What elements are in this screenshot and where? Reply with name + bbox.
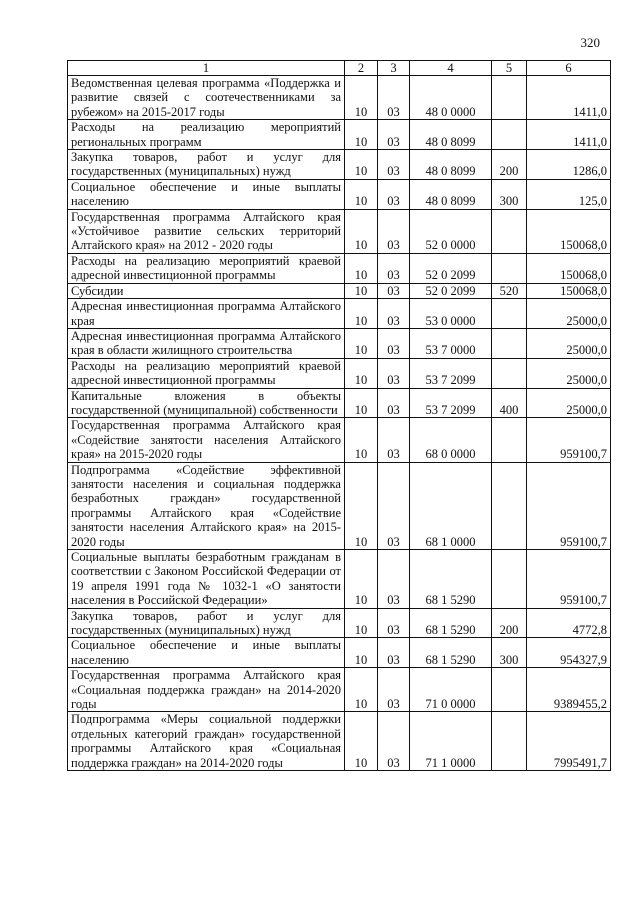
row-target-article-cell: 48 0 8099 <box>410 150 492 180</box>
row-amount-cell: 4772,8 <box>527 608 611 638</box>
row-subsection-cell: 03 <box>378 638 410 668</box>
row-expense-type-cell: 400 <box>492 388 527 418</box>
row-subsection-cell: 03 <box>378 299 410 329</box>
row-target-article-cell: 52 0 2099 <box>410 283 492 298</box>
table-row <box>68 462 611 549</box>
table-row <box>68 150 611 180</box>
row-name-cell: Расходы на реализацию мероприятий краевой адресной инвестиционной программы <box>68 358 345 388</box>
row-target-article-cell: 68 1 5290 <box>410 638 492 668</box>
row-section-cell: 10 <box>345 150 378 180</box>
row-expense-type-cell <box>492 418 527 462</box>
row-name-cell: Адресная инвестиционная программа Алтайского края в области жилищного строительства <box>68 328 345 358</box>
table-row <box>68 253 611 283</box>
row-subsection-cell: 03 <box>378 76 410 120</box>
row-name-cell: Закупка товаров, работ и услуг для государственных (муниципальных) нужд <box>68 608 345 638</box>
column-header: 5 <box>492 61 527 76</box>
row-amount-cell: 150068,0 <box>527 283 611 298</box>
table-row <box>68 283 611 298</box>
row-name-cell: Расходы на реализацию мероприятий краевой адресной инвестиционной программы <box>68 253 345 283</box>
row-target-article-cell: 68 1 5290 <box>410 608 492 638</box>
row-amount-cell: 959100,7 <box>527 462 611 549</box>
row-subsection-cell: 03 <box>378 462 410 549</box>
table-row <box>68 388 611 418</box>
row-subsection-cell: 03 <box>378 328 410 358</box>
row-section-cell: 10 <box>345 358 378 388</box>
row-subsection-cell: 03 <box>378 550 410 609</box>
row-section-cell: 10 <box>345 668 378 712</box>
row-subsection-cell: 03 <box>378 179 410 209</box>
row-expense-type-cell: 520 <box>492 283 527 298</box>
table-row <box>68 328 611 358</box>
row-expense-type-cell <box>492 253 527 283</box>
table-row <box>68 120 611 150</box>
row-name-cell: Государственная программа Алтайского края «Социальная поддержка граждан» на 2014-2020 годы <box>68 668 345 712</box>
row-subsection-cell: 03 <box>378 358 410 388</box>
row-section-cell: 10 <box>345 299 378 329</box>
row-target-article-cell: 52 0 2099 <box>410 253 492 283</box>
row-amount-cell: 954327,9 <box>527 638 611 668</box>
row-subsection-cell: 03 <box>378 150 410 180</box>
row-target-article-cell: 48 0 0000 <box>410 76 492 120</box>
row-expense-type-cell: 200 <box>492 150 527 180</box>
page-number: 320 <box>580 35 600 50</box>
row-expense-type-cell: 200 <box>492 608 527 638</box>
table-row <box>68 550 611 609</box>
row-subsection-cell: 03 <box>378 253 410 283</box>
row-subsection-cell: 03 <box>378 418 410 462</box>
row-amount-cell: 150068,0 <box>527 209 611 253</box>
row-name-cell: Ведомственная целевая программа «Поддержка и развитие связей с соотечественниками за рубежом» на 2015-2017 годы <box>68 76 345 120</box>
table-row <box>68 299 611 329</box>
row-target-article-cell: 71 0 0000 <box>410 668 492 712</box>
row-section-cell: 10 <box>345 418 378 462</box>
column-header: 4 <box>410 61 492 76</box>
row-target-article-cell: 48 0 8099 <box>410 120 492 150</box>
column-header: 1 <box>68 61 345 76</box>
row-section-cell: 10 <box>345 328 378 358</box>
row-subsection-cell: 03 <box>378 120 410 150</box>
row-amount-cell: 1411,0 <box>527 76 611 120</box>
row-section-cell: 10 <box>345 550 378 609</box>
row-expense-type-cell: 300 <box>492 638 527 668</box>
row-section-cell: 10 <box>345 120 378 150</box>
row-name-cell: Социальные выплаты безработным гражданам в соответствии с Законом Российской Федерации от 19 апреля 1991 года № 1032-1 «О занятости населения в Российской Федерации» <box>68 550 345 609</box>
row-name-cell: Подпрограмма «Меры социальной поддержки отдельных категорий граждан» государственной программы Алтайского края «Социальная поддержка граждан» на 2014-2020 годы <box>68 712 345 771</box>
row-amount-cell: 9389455,2 <box>527 668 611 712</box>
row-expense-type-cell <box>492 328 527 358</box>
row-name-cell: Закупка товаров, работ и услуг для государственных (муниципальных) нужд <box>68 150 345 180</box>
row-amount-cell: 25000,0 <box>527 299 611 329</box>
row-section-cell: 10 <box>345 638 378 668</box>
row-amount-cell: 25000,0 <box>527 328 611 358</box>
row-section-cell: 10 <box>345 462 378 549</box>
table-body <box>68 76 611 771</box>
table-row <box>68 209 611 253</box>
table-header-row <box>68 61 611 76</box>
row-target-article-cell: 53 7 2099 <box>410 388 492 418</box>
row-amount-cell: 959100,7 <box>527 418 611 462</box>
table-row <box>68 418 611 462</box>
row-section-cell: 10 <box>345 209 378 253</box>
row-target-article-cell: 48 0 8099 <box>410 179 492 209</box>
row-amount-cell: 1411,0 <box>527 120 611 150</box>
row-section-cell: 10 <box>345 179 378 209</box>
row-amount-cell: 25000,0 <box>527 358 611 388</box>
row-target-article-cell: 53 7 0000 <box>410 328 492 358</box>
row-amount-cell: 125,0 <box>527 179 611 209</box>
row-subsection-cell: 03 <box>378 668 410 712</box>
row-subsection-cell: 03 <box>378 209 410 253</box>
row-subsection-cell: 03 <box>378 608 410 638</box>
row-target-article-cell: 68 1 5290 <box>410 550 492 609</box>
column-header: 3 <box>378 61 410 76</box>
row-target-article-cell: 71 1 0000 <box>410 712 492 771</box>
row-section-cell: 10 <box>345 253 378 283</box>
row-name-cell: Государственная программа Алтайского края «Содействие занятости населения Алтайского края» на 2015-2020 годы <box>68 418 345 462</box>
table-row <box>68 179 611 209</box>
row-amount-cell: 1286,0 <box>527 150 611 180</box>
row-amount-cell: 7995491,7 <box>527 712 611 771</box>
row-amount-cell: 150068,0 <box>527 253 611 283</box>
budget-table <box>67 60 611 771</box>
row-expense-type-cell <box>492 712 527 771</box>
row-expense-type-cell <box>492 76 527 120</box>
table-row <box>68 638 611 668</box>
row-target-article-cell: 68 1 0000 <box>410 462 492 549</box>
row-name-cell: Субсидии <box>68 283 345 298</box>
row-name-cell: Капитальные вложения в объекты государственной (муниципальной) собственности <box>68 388 345 418</box>
column-header: 2 <box>345 61 378 76</box>
row-section-cell: 10 <box>345 712 378 771</box>
row-amount-cell: 25000,0 <box>527 388 611 418</box>
row-target-article-cell: 53 0 0000 <box>410 299 492 329</box>
table-row <box>68 76 611 120</box>
row-name-cell: Расходы на реализацию мероприятий региональных программ <box>68 120 345 150</box>
row-expense-type-cell <box>492 209 527 253</box>
row-target-article-cell: 68 0 0000 <box>410 418 492 462</box>
row-expense-type-cell: 300 <box>492 179 527 209</box>
row-target-article-cell: 52 0 0000 <box>410 209 492 253</box>
row-expense-type-cell <box>492 299 527 329</box>
row-name-cell: Социальное обеспечение и иные выплаты населению <box>68 179 345 209</box>
row-section-cell: 10 <box>345 76 378 120</box>
column-header: 6 <box>527 61 611 76</box>
row-expense-type-cell <box>492 462 527 549</box>
row-name-cell: Подпрограмма «Содействие эффективной занятости населения и социальная поддержка безработных граждан» государственной программы Алтайского края «Содействие занятости населения Алтайского края» на 2015-2020 годы <box>68 462 345 549</box>
table-row <box>68 668 611 712</box>
row-name-cell: Государственная программа Алтайского края «Устойчивое развитие сельских территорий Алтайского края» на 2012 - 2020 годы <box>68 209 345 253</box>
row-expense-type-cell <box>492 358 527 388</box>
row-section-cell: 10 <box>345 388 378 418</box>
row-section-cell: 10 <box>345 608 378 638</box>
row-subsection-cell: 03 <box>378 283 410 298</box>
row-name-cell: Социальное обеспечение и иные выплаты населению <box>68 638 345 668</box>
row-expense-type-cell <box>492 550 527 609</box>
table-row <box>68 608 611 638</box>
row-section-cell: 10 <box>345 283 378 298</box>
row-target-article-cell: 53 7 2099 <box>410 358 492 388</box>
row-subsection-cell: 03 <box>378 712 410 771</box>
table-row <box>68 712 611 771</box>
row-subsection-cell: 03 <box>378 388 410 418</box>
row-name-cell: Адресная инвестиционная программа Алтайского края <box>68 299 345 329</box>
row-expense-type-cell <box>492 120 527 150</box>
row-amount-cell: 959100,7 <box>527 550 611 609</box>
table-row <box>68 358 611 388</box>
row-expense-type-cell <box>492 668 527 712</box>
